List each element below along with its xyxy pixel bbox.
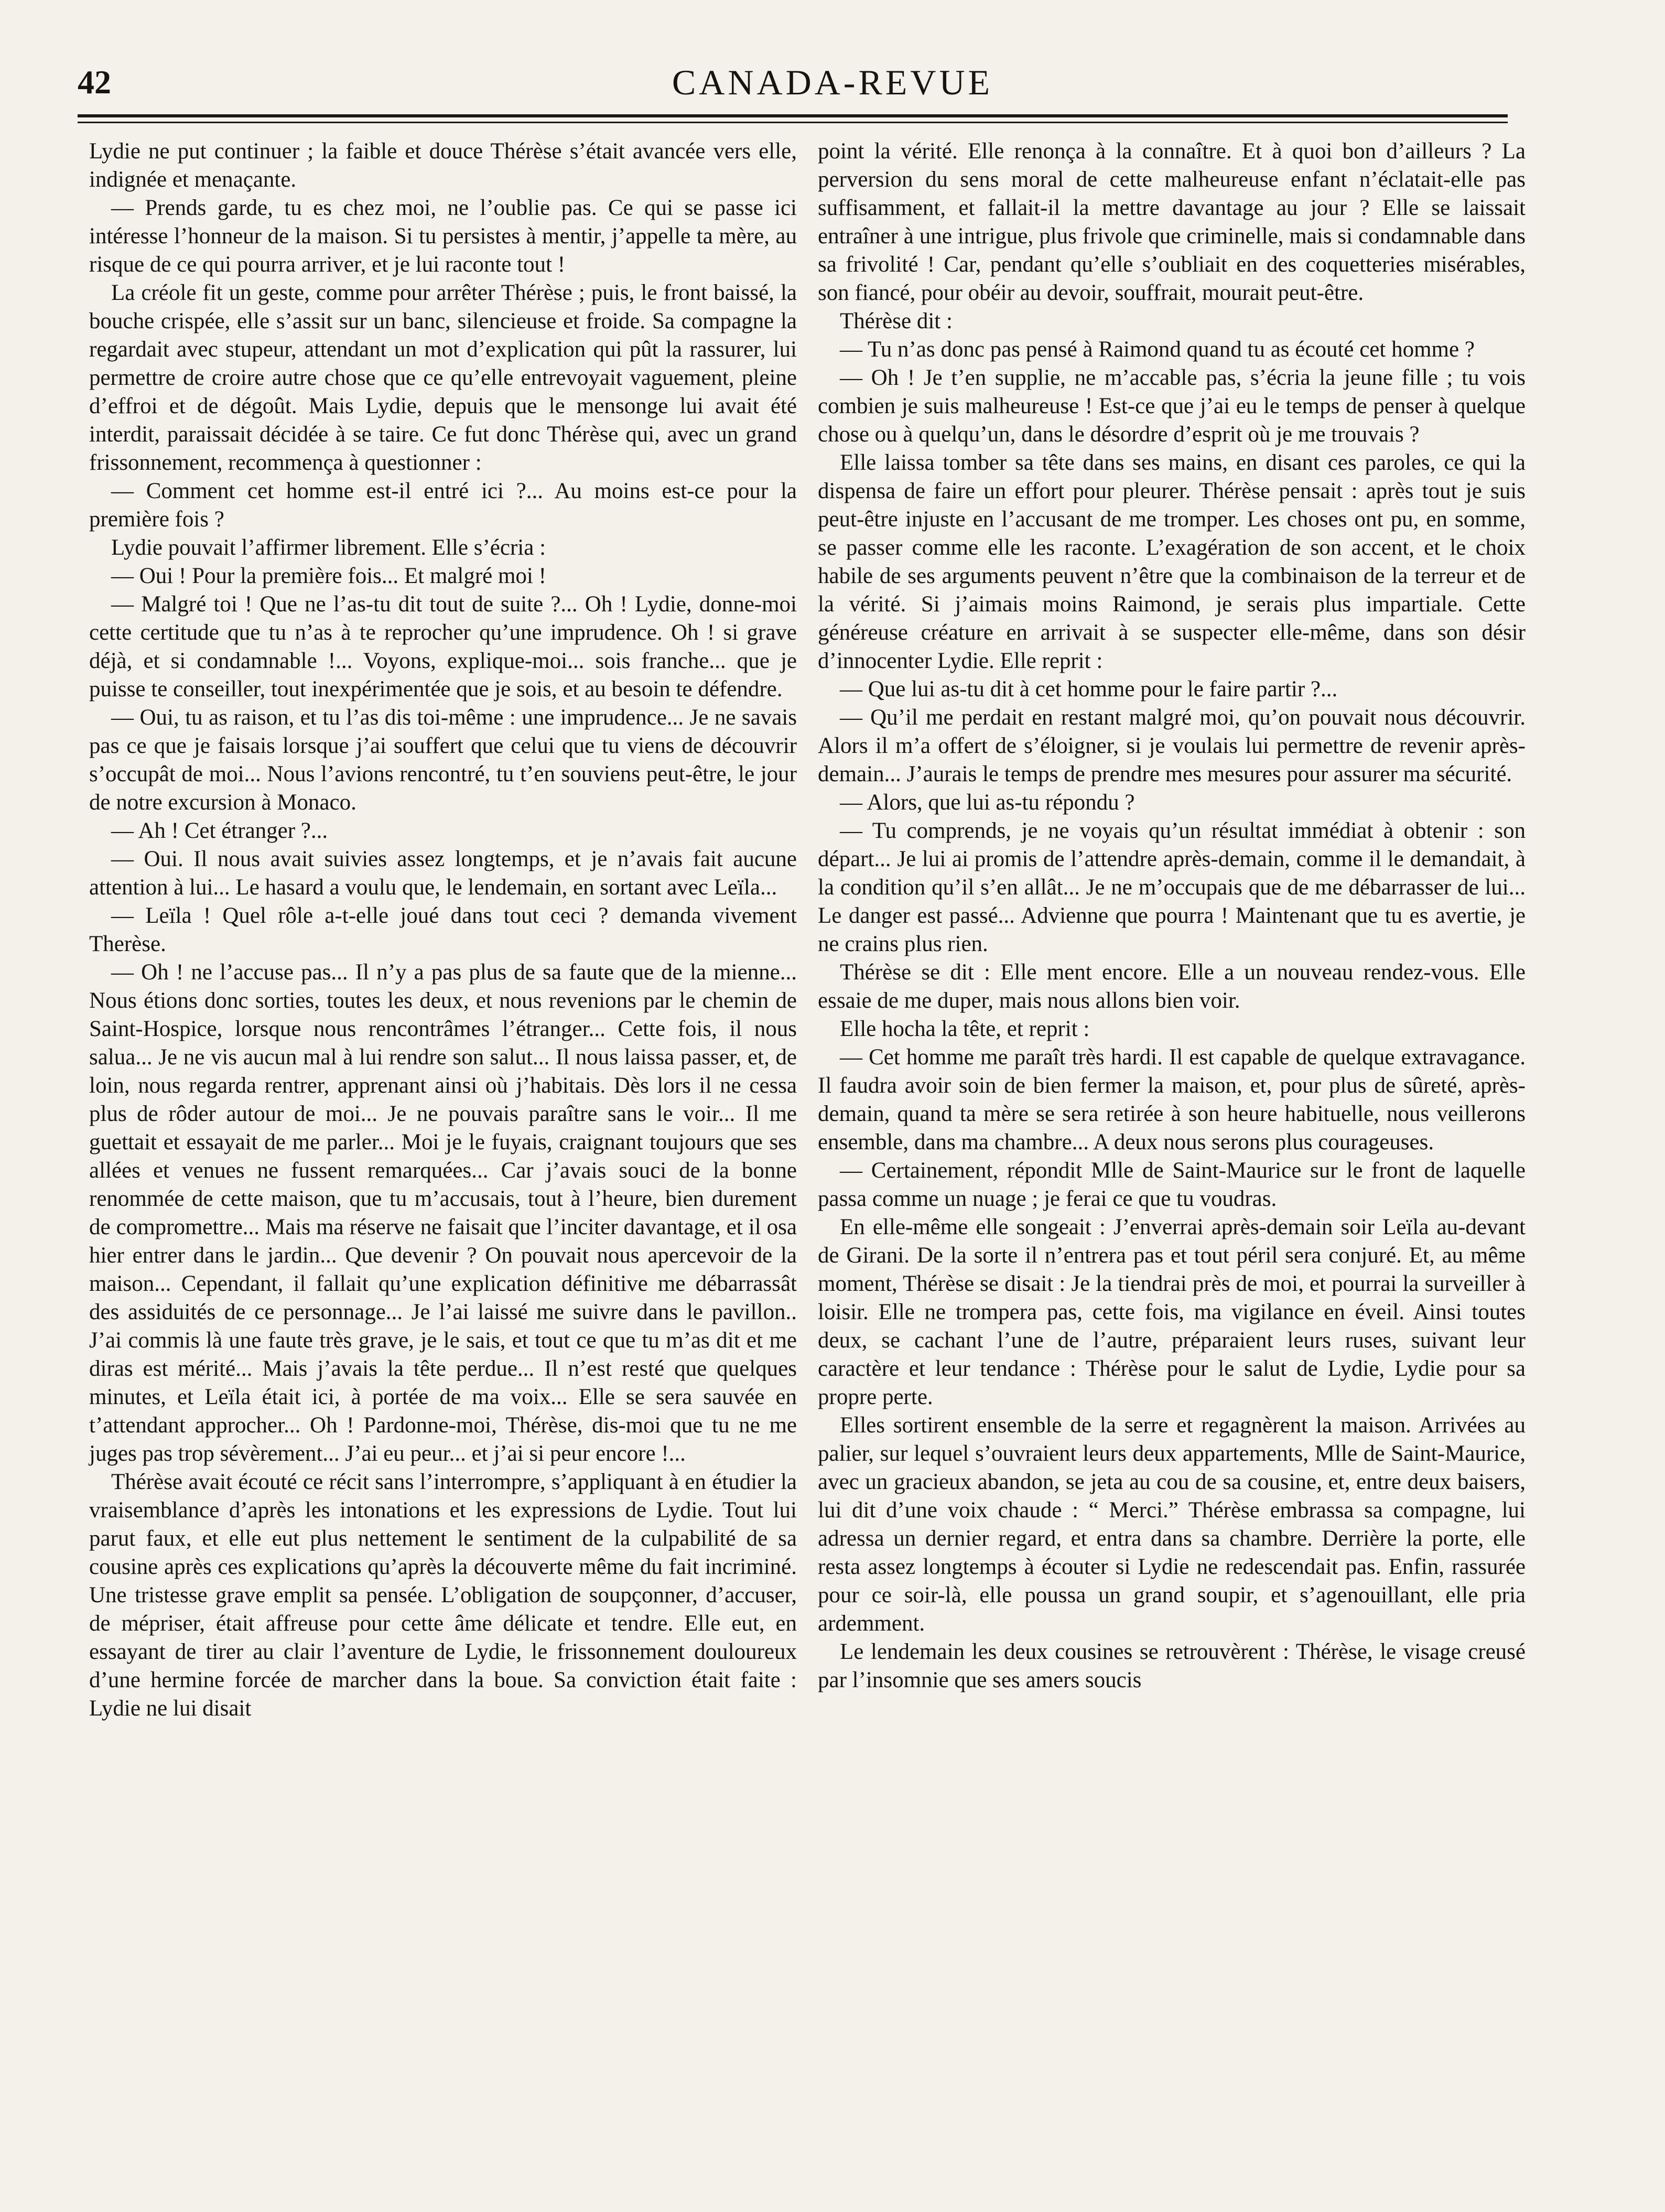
paragraph: Le lendemain les deux cousines se retrouvèrent : Thérèse, le visage creusé par l’insomnie que ses amers soucis (818, 1639, 1526, 1692)
page-number: 42 (78, 63, 111, 101)
paragraph: — Oui ! Pour la première fois... Et malgré moi ! (111, 564, 546, 588)
paragraph: — Ah ! Cet étranger ?... (111, 818, 328, 843)
paragraph: point la vérité. Elle renonça à la connaître. Et à quoi bon d’ailleurs ? La perversion du sens moral de cette malheureuse enfant n’éclatait-elle pas suffisamment, et fallait-il la mettre davantage au jour ? Elle se laissait entraîner à une intrigue, plus frivole que criminelle, mais si condamnable dans sa frivolité ! Car, pendant qu’elle s’oubliait en des coquetteries misérables, son fiancé, pour obéir au devoir, souffrait, mourait peut-être. (818, 139, 1526, 305)
paragraph: Thérèse dit : (840, 309, 953, 333)
paragraph: — Tu n’as donc pas pensé à Raimond quand tu as écouté cet homme ? (840, 337, 1475, 362)
paragraph: Thérèse se dit : Elle ment encore. Elle a un nouveau rendez-vous. Elle essaie de me duper, mais nous allons bien voir. (818, 960, 1526, 1013)
left-column (89, 137, 797, 1723)
paragraph: — Cet homme me paraît très hardi. Il est capable de quelque extravagance. Il faudra avoir soin de bien fermer la maison, et, pour plus de sûreté, après-demain, quand ta mère se sera retirée à son heure habituelle, nous veillerons ensemble, dans ma chambre... A deux nous serons plus courageuses. (818, 1045, 1526, 1154)
paragraph: — Oui, tu as raison, et tu l’as dis toi-même : une imprudence... Je ne savais pas ce que je faisais lorsque j’ai souffert que celui que tu viens de découvrir s’occupât de moi... Nous l’avions rencontré, tu t’en souviens peut-être, le jour de notre excursion à Monaco. (89, 705, 797, 815)
paragraph: — Qu’il me perdait en restant malgré moi, qu’on pouvait nous découvrir. Alors il m’a offert de s’éloigner, si je voulais lui permettre de revenir après-demain... J’aurais le temps de prendre mes mesures pour assurer ma sécurité. (818, 705, 1526, 786)
paragraph: Elles sortirent ensemble de la serre et regagnèrent la maison. Arrivées au palier, sur lequel s’ouvraient leurs deux appartements, Mlle de Saint-Maurice, avec un gracieux abandon, se jeta au cou de sa cousine, et, entre deux baisers, lui dit d’une voix chaude : “ Merci.” Thérèse embrassa sa compagne, lui adressa un dernier regard, et entra dans sa chambre. Derrière la porte, elle resta assez longtemps à écouter si Lydie ne redescendait pas. Enfin, rassurée pour ce soir-là, elle poussa un grand soupir, et s’agenouillant, elle pria ardemment. (818, 1413, 1526, 1636)
paragraph: — Malgré toi ! Que ne l’as-tu dit tout de suite ?... Oh ! Lydie, donne-moi cette certitude que tu n’as à te reprocher qu’une imprudence. Oh ! si grave déjà, et si condamnable !... Voyons, explique-moi... sois franche... que je puisse te conseiller, tout inexpérimentée que je sois, et au besoin te défendre. (89, 592, 797, 702)
paragraph: — Que lui as-tu dit à cet homme pour le faire partir ?... (840, 677, 1338, 702)
paragraph: Elle laissa tomber sa tête dans ses mains, en disant ces paroles, ce qui la dispensa de faire un effort pour pleurer. Thérèse pensait : après tout je suis peut-être injuste en l’accusant de me tromper. Les choses ont pu, en somme, se passer comme elle les raconte. L’exagération de son accent, et le choix habile de ses arguments peuvent n’être que la combinaison de la terreur et de la vérité. Si j’aimais moins Raimond, je serais plus impartiale. Cette généreuse créature en arrivait à se suspecter elle-même, dans son désir d’innocenter Lydie. Elle reprit : (818, 450, 1526, 673)
right-column (818, 137, 1526, 1695)
paragraph: Elle hocha la tête, et reprit : (840, 1017, 1090, 1041)
paragraph: — Tu comprends, je ne voyais qu’un résultat immédiat à obtenir : son départ... Je lui ai promis de l’attendre après-demain, comme il le demandait, à la condition qu’il s’en allât... Je ne m’occupais que de me débarrasser de lui... Le danger est passé... Advienne que pourra ! Maintenant que tu es avertie, je ne crains plus rien. (818, 818, 1526, 956)
paragraph: Lydie pouvait l’affirmer librement. Elle s’écria : (111, 535, 546, 560)
paragraph: En elle-même elle songeait : J’enverrai après-demain soir Leïla au-devant de Girani. De la sorte il n’entrera pas et tout péril sera conjuré. Et, au même moment, Thérèse se disait : Je la tiendrai près de moi, et pourrai la surveiller à loisir. Elle ne trompera pas, cette fois, ma vigilance en éveil. Ainsi toutes deux, se cachant l’une de l’autre, préparaient leurs ruses, suivant leur caractère et leur tendance : Thérèse pour le salut de Lydie, Lydie pour sa propre perte. (818, 1215, 1526, 1409)
paragraph: — Oh ! Je t’en supplie, ne m’accable pas, s’écria la jeune fille ; tu vois combien je suis malheureuse ! Est-ce que j’ai eu le temps de penser à quelque chose ou à quelqu’un, dans le désordre d’esprit où je me trouvais ? (818, 365, 1526, 447)
paragraph: Thérèse avait écouté ce récit sans l’interrompre, s’appliquant à en étudier la vraisemblance d’après les intonations et les expressions de Lydie. Tout lui parut faux, et elle eut plus nettement le sentiment de la culpabilité de sa cousine après ces explications qu’après la découverte même du fait incriminé. Une tristesse grave emplit sa pensée. L’obligation de soupçonner, d’accuser, de mépriser, était affreuse pour cette âme délicate et tendre. Elle eut, en essayant de tirer au clair l’aventure de Lydie, le frissonnement douloureux d’une hermine forcée de marcher dans la boue. Sa conviction était faite : Lydie ne lui disait (89, 1470, 797, 1721)
paragraph: — Certainement, répondit Mlle de Saint-Maurice sur le front de laquelle passa comme un nuage ; je ferai ce que tu voudras. (818, 1158, 1526, 1211)
paragraph: Lydie ne put continuer ; la faible et douce Thérèse s’était avancée vers elle, indignée et menaçante. (89, 139, 797, 192)
page-title: CANADA-REVUE (672, 62, 993, 102)
paragraph: — Comment cet homme est-il entré ici ?... Au moins est-ce pour la première fois ? (89, 479, 797, 532)
paragraph: — Prends garde, tu es chez moi, ne l’oublie pas. Ce qui se passe ici intéresse l’honneur de la maison. Si tu persistes à mentir, j’appelle ta mère, au risque de ce qui pourra arriver, et je lui raconte tout ! (89, 196, 797, 277)
paragraph: — Alors, que lui as-tu répondu ? (840, 790, 1135, 815)
paragraph: — Oui. Il nous avait suivies assez longtemps, et je n’avais fait aucune attention à lui... Le hasard a voulu que, le lendemain, en sortant avec Leïla... (89, 847, 797, 900)
paragraph: — Leïla ! Quel rôle a-t-elle joué dans tout ceci ? demanda vivement Therèse. (89, 903, 797, 956)
header-rule-thin (78, 122, 1508, 123)
header-rule-thick (78, 114, 1508, 117)
paragraph: La créole fit un geste, comme pour arrêter Thérèse ; puis, le front baissé, la bouche crispée, elle s’assit sur un banc, silencieuse et froide. Sa compagne la regardait avec stupeur, attendant un mot d’explication qui pût la rassurer, lui permettre de croire autre chose que ce qu’elle entrevoyait vaguement, pleine d’effroi et de dégoût. Mais Lydie, depuis que le mensonge lui avait été interdit, paraissait décidée à se taire. Ce fut donc Thérèse qui, avec un grand frissonnement, recommença à questionner : (89, 280, 797, 475)
paragraph: — Oh ! ne l’accuse pas... Il n’y a pas plus de sa faute que de la mienne... Nous étions donc sorties, toutes les deux, et nous revenions par le chemin de Saint-Hospice, lorsque nous rencontrâmes l’étranger... Cette fois, il nous salua... Je ne vis aucun mal à lui rendre son salut... Il nous laissa passer, et, de loin, nous regarda rentrer, apprenant ainsi où j’habitais. Dès lors il ne cessa plus de rôder autour de moi... Je ne pouvais paraître sans le voir... Il me guettait et essayait de me parler... Moi je le fuyais, craignant toujours que ses allées et venues ne fussent remarquées... Car j’avais souci de la bonne renommée de cette maison, que tu m’accusais, tout à l’heure, bien durement de compromettre... Mais ma réserve ne faisait que l’inciter davantage, et il osa hier entrer dans le jardin... Que devenir ? On pouvait nous apercevoir de la maison... Cependant, il fallait qu’une explication définitive me débarrassât des assiduités de ce personnage... Je l’ai laissé me suivre dans le pavillon.. J’ai commis là une faute très grave, je le sais, et tout ce que tu m’as dit et me diras est mérité... Mais j’avais la tête perdue... Il n’est resté que quelques minutes, et Leïla était ici, à portée de ma voix... Elle se sera sauvée en t’attendant approcher... Oh ! Pardonne-moi, Thérèse, dis-moi que tu ne me juges pas trop sévèrement... J’ai eu peur... et j’ai si peur encore !... (89, 960, 797, 1466)
